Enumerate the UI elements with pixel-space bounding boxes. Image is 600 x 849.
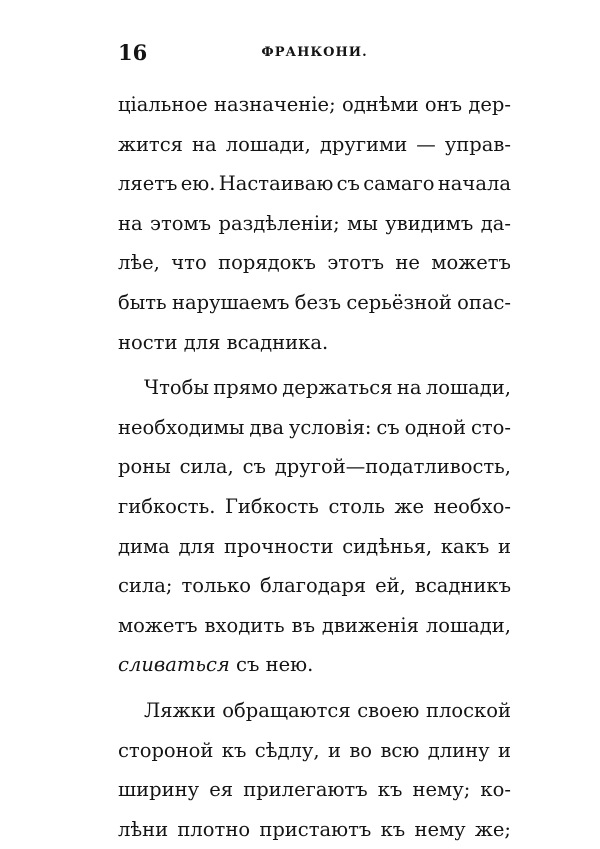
- word: въ: [291, 613, 315, 637]
- word: всю: [380, 738, 420, 762]
- text-line: [118, 645, 511, 685]
- word: Ляжки: [144, 698, 216, 722]
- text-line: [118, 368, 511, 408]
- word: назначеніе;: [213, 93, 336, 116]
- word: съ: [336, 172, 360, 196]
- word: съ: [376, 415, 400, 439]
- word: и: [327, 738, 341, 762]
- word: не: [395, 251, 420, 275]
- word: къ: [221, 738, 247, 762]
- word: нему;: [412, 778, 471, 802]
- word: самаго: [363, 172, 435, 196]
- text-line: [118, 323, 511, 363]
- text-line: [118, 731, 511, 771]
- word: длину: [427, 738, 490, 762]
- word: благодаря: [259, 574, 367, 598]
- word: ціальное: [118, 93, 208, 116]
- word: лошади,: [225, 132, 311, 156]
- text-line: [118, 447, 511, 487]
- word: же;: [474, 817, 511, 841]
- word: къ: [380, 817, 406, 841]
- word: увидимъ: [385, 211, 474, 235]
- word: плотно: [177, 817, 251, 841]
- word: серьёзной: [346, 290, 452, 314]
- word: роны: [118, 455, 171, 479]
- word: на: [118, 211, 143, 235]
- word: лошади,: [425, 613, 511, 637]
- word: одной: [404, 415, 467, 439]
- word: стороной: [118, 738, 214, 762]
- word: нею.: [265, 653, 314, 677]
- word: мы: [347, 211, 378, 235]
- word: управ-: [444, 132, 511, 156]
- word: сила,: [179, 455, 234, 479]
- text-line: [118, 408, 511, 448]
- word: раздѣленіи;: [218, 211, 340, 235]
- word: другой—податливость,: [274, 455, 511, 479]
- word: движенія: [321, 613, 419, 637]
- text-line: [118, 810, 511, 849]
- word: прямо: [213, 376, 278, 400]
- page-header: [118, 38, 511, 68]
- text-line: [118, 125, 511, 165]
- word: Чтобы: [144, 376, 209, 400]
- word: на: [396, 376, 422, 400]
- word: входить: [204, 613, 285, 637]
- word: на: [192, 132, 217, 156]
- word: ширину: [118, 778, 200, 802]
- word: для: [183, 330, 221, 354]
- word: что: [171, 251, 207, 275]
- word: Гибкость: [225, 494, 319, 518]
- word: для: [178, 534, 216, 558]
- word: ея: [209, 778, 234, 802]
- word: столь: [328, 494, 385, 518]
- word: во: [349, 738, 373, 762]
- word: же: [394, 494, 425, 518]
- word: лѣе,: [118, 251, 160, 275]
- word: какъ: [440, 534, 490, 558]
- word: этомъ: [150, 211, 212, 235]
- word: всадника.: [226, 330, 329, 354]
- word: пристаютъ: [259, 817, 372, 841]
- word: безъ: [294, 290, 342, 314]
- text-line: [118, 691, 511, 731]
- word: условія:: [288, 415, 372, 439]
- word: —: [416, 132, 436, 156]
- word: сѣдлу,: [254, 738, 320, 762]
- word: съ: [236, 653, 260, 677]
- text-line: [118, 85, 511, 125]
- text-line: [118, 770, 511, 810]
- text-line: [118, 606, 511, 646]
- text-line: [118, 243, 511, 283]
- word: ности: [118, 330, 178, 354]
- word: однѣми: [341, 93, 419, 116]
- text-line: [118, 204, 511, 244]
- word: своею: [357, 698, 420, 722]
- page-number: 16: [118, 40, 148, 65]
- word: съ: [242, 455, 266, 479]
- word: лошади,: [425, 376, 511, 400]
- word: да-: [480, 211, 511, 235]
- word: сидѣнья,: [342, 534, 433, 558]
- word: жится: [118, 132, 183, 156]
- word: и: [497, 738, 511, 762]
- word: къ: [377, 778, 403, 802]
- word: держаться: [282, 376, 393, 400]
- word: другими: [319, 132, 408, 156]
- word: только: [181, 574, 251, 598]
- text-line: [118, 527, 511, 567]
- text-line: [118, 283, 511, 323]
- word: порядокъ: [218, 251, 316, 275]
- text-line: [118, 566, 511, 606]
- word: можетъ: [118, 613, 198, 637]
- word: всадникъ: [414, 574, 511, 598]
- word: ею.: [180, 172, 216, 196]
- word: онъ: [424, 93, 463, 116]
- word: и: [497, 534, 511, 558]
- word: можетъ: [431, 251, 511, 275]
- word: дер-: [468, 93, 511, 116]
- word: дима: [118, 534, 170, 558]
- word: нему: [414, 817, 466, 841]
- word: Настаиваю: [218, 172, 334, 196]
- word: необхо-: [433, 494, 511, 518]
- text-line: [118, 487, 511, 527]
- word: сто-: [470, 415, 511, 439]
- word: сливаться: [118, 653, 230, 677]
- text-line: [118, 164, 511, 204]
- word: быть: [118, 290, 167, 314]
- word: ляетъ: [118, 172, 178, 196]
- word: ко-: [480, 778, 511, 802]
- word: прочности: [223, 534, 334, 558]
- word: гибкость.: [118, 494, 216, 518]
- word: необходимы: [118, 415, 245, 439]
- word: нарушаемъ: [171, 290, 290, 314]
- word: начала: [437, 172, 511, 196]
- word: сила;: [118, 574, 173, 598]
- word: опас-: [457, 290, 511, 314]
- word: плоской: [425, 698, 511, 722]
- word: прилегаютъ: [243, 778, 368, 802]
- word: два: [249, 415, 284, 439]
- word: ей,: [375, 574, 406, 598]
- word: этотъ: [327, 251, 385, 275]
- word: лѣни: [118, 817, 169, 841]
- running-title: ФРАНКОНИ.: [261, 45, 368, 60]
- body-text: [118, 85, 511, 849]
- word: обращаются: [222, 698, 351, 722]
